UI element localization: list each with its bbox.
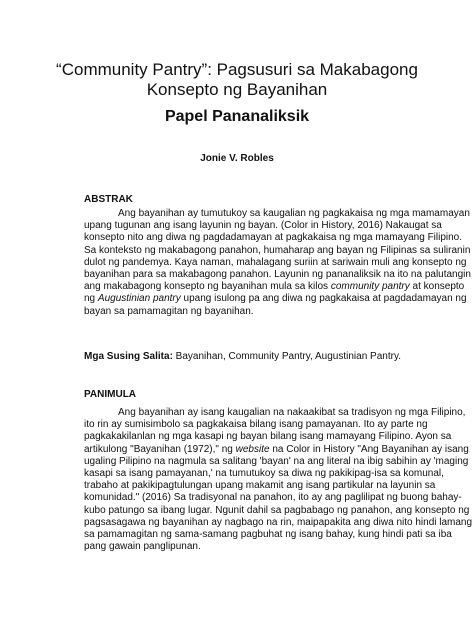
abstract-italic-term: community pantry	[330, 281, 410, 293]
introduction-line: Ang bayanihan ay isang kaugalian na nakaakibat sa tradisyon ng mga Filipino,	[118, 407, 466, 418]
author-name: Jonie V. Robles	[200, 153, 274, 164]
abstract-text: at konsepto	[409, 281, 465, 293]
introduction-text: na Color in History "Ang Bayanihan ay isang	[269, 443, 469, 455]
abstract-line: bayanihan para sa makabagong panahon. Layunin ng pananaliksik na ito na palutangin	[84, 268, 471, 280]
abstract-line: dulot ng pandemya. Kaya naman, mahalagang suriin at sariwain muli ang konsepto ng	[84, 256, 467, 268]
paper-title-line-2: Konsepto ng Bayanihan	[146, 80, 328, 99]
introduction-line: ugaling Pilipino na nagmula sa salitang 'bayan' na ang literal na ibig sabihin ay 'maging	[84, 455, 469, 467]
abstract-line: Sa konteksto ng makabagong panahon, humaharap ang bayan ng Filipinas sa suliranin	[84, 244, 471, 256]
abstract-line: Ang bayanihan ay tumutukoy sa kaugalian ng pagkakaisa ng mga mamamayan	[118, 208, 470, 219]
introduction-text: artikulong "Bayanihan (1972)," ng	[84, 443, 236, 455]
introduction-line: trabaho at pakikipagtulungan upang makamit ang isang partikular na layunin sa	[84, 480, 436, 492]
abstract-text: ng	[84, 293, 98, 305]
abstract-line	[84, 293, 467, 305]
abstract-text: ang makabagong konsepto ng bayanihan mula sa kilos	[84, 281, 331, 293]
abstract-line: bayan sa pamamagitan ng bayanihan.	[84, 305, 254, 317]
abstract-body	[84, 208, 471, 318]
introduction-line	[84, 443, 469, 456]
introduction-line: ito rin ay sumisimbolo sa pagkakaisa bilang isang pamayanan. Ito ay parte ng	[84, 419, 428, 431]
introduction-body	[84, 407, 473, 553]
keywords-value: Bayanihan, Community Pantry, Augustinian Pantry.	[172, 351, 401, 362]
abstract-heading: ABSTRAK	[84, 194, 133, 205]
introduction-line: kasapi sa isang pamayanan,' na tumutukoy sa diwa ng pakikipag-isa sa komunal,	[84, 467, 444, 479]
abstract-line: konsepto nito ang diwa ng pagdadamayan at pagkakaisa ng mga mamayang Filipino.	[84, 232, 463, 244]
introduction-italic-term: website	[235, 443, 270, 455]
introduction-line: pagsasagawa ng bayanihan ay nagbago na rin, maipapakita ang diwa nito hindi lamang	[84, 516, 473, 528]
paper-title-line-1: “Community Pantry”: Pagsusuri sa Makabagong	[56, 60, 418, 79]
abstract-text: upang isulong pa ang diwa ng pagkakaisa at pagdadamayan ng	[180, 293, 467, 305]
introduction-line: pagkakakilanlan ng mga kasapi ng bayan bilang isang mamayang Filipino. Ayon sa	[84, 431, 452, 443]
introduction-line: sa pamamagitan ng sama-samang pagbuhat ng isang bahay, kung hindi pati sa iba	[84, 528, 452, 540]
abstract-italic-term: Augustinian pantry	[97, 293, 181, 305]
keywords-label: Mga Susing Salita:	[84, 351, 173, 362]
introduction-line: kubo patungo sa ibang lugar. Ngunit dahil sa pagbabago ng panahon, ang konsepto ng	[84, 504, 470, 516]
abstract-line	[84, 281, 465, 293]
introduction-line: komunidad." (2016) Sa tradisyonal na panahon, ito ay ang paglilipat ng buong bahay-	[84, 492, 462, 504]
paper-subtitle: Papel Pananaliksik	[164, 108, 310, 125]
keywords-line	[84, 350, 404, 364]
introduction-line: pang gawain panglipunan.	[84, 541, 201, 553]
abstract-line: upang tugunan ang isang layunin ng bayan. (Color in History, 2016) Nakaugat sa	[84, 220, 442, 232]
introduction-heading: PANIMULA	[84, 389, 137, 400]
